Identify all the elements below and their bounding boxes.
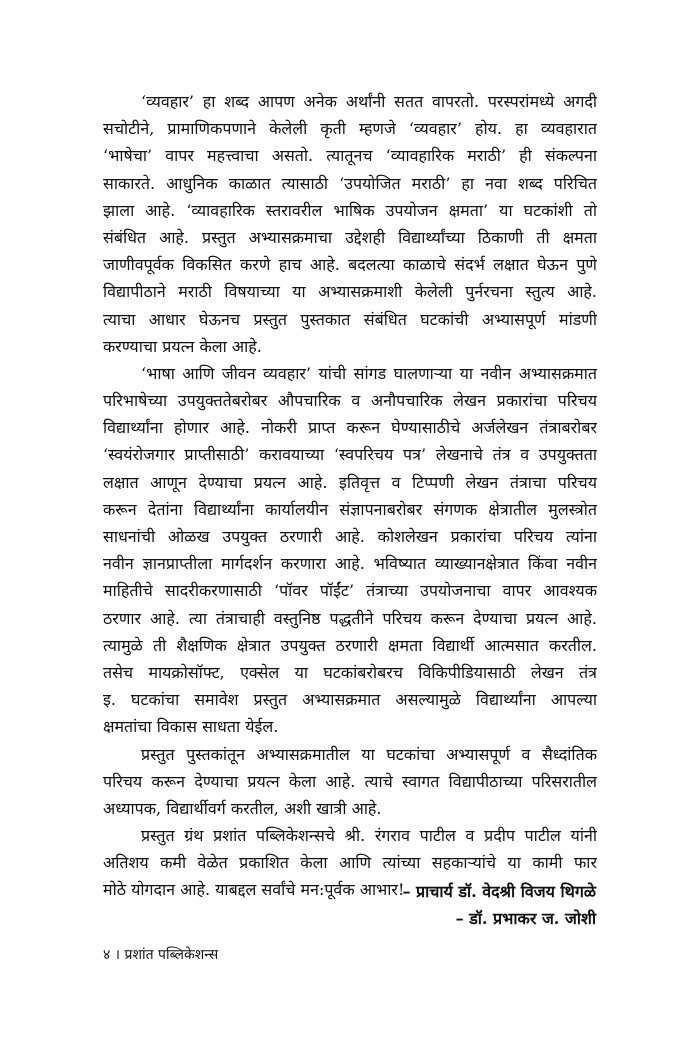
text-line: संबंधित आहे. प्रस्तुत अभ्यासक्रमाचा उद्देशही विद्यार्थ्यांच्या ठिकाणी ती क्षमता: [103, 227, 597, 247]
signature-joshi: – डॉ. प्रभाकर ज. जोशी: [455, 909, 596, 928]
paragraph-2: [103, 360, 597, 741]
text-line: अतिशय कमी वेळेत प्रकाशित केला आणि त्यांच्या सहकाऱ्यांचे या कामी फार: [103, 853, 597, 873]
text-line: ‘स्वयंरोजगार प्राप्तीसाठी’ करावयाच्या ‘स्वपरिचय पत्र’ लेखनाचे तंत्र व उपयुक्तता: [103, 445, 597, 465]
page-footer: [103, 945, 218, 965]
paragraph-3: [103, 741, 597, 823]
text-line: मोठे योगदान आहे. याबद्दल सर्वांचे मन:पूर्वक आभार!: [103, 880, 405, 900]
text-line: प्रस्तुत ग्रंथ प्रशांत पब्लिकेशन्सचे श्री. रंगराव पाटील व प्रदीप पाटील यांनी: [141, 826, 597, 846]
text-line: त्यामुळे ती शैक्षणिक क्षेत्रात उपयुक्त ठरणारी क्षमता विद्यार्थी आत्मसात करतील.: [103, 635, 597, 655]
text-line: अध्यापक, विद्यार्थीवर्ग करतील, अशी खात्री आहे.: [103, 798, 382, 818]
text-line: ‘भाषा आणि जीवन व्यवहार’ यांची सांगड घालणाऱ्या या नवीन अभ्यासक्रमात: [141, 363, 597, 383]
text-line: त्याचा आधार घेऊनच प्रस्तुत पुस्तकात संबंधित घटकांची अभ्यासपूर्ण मांडणी: [103, 309, 597, 329]
text-line: क्षमतांचा विकास साधता येईल.: [103, 717, 279, 737]
publisher-name: प्रशांत पब्लिकेशन्स: [124, 947, 219, 963]
text-line: करून देतांना विद्यार्थ्यांना कार्यालयीन संज्ञापनाबरोबर संगणक क्षेत्रातील मुलस्त्रोत: [103, 499, 597, 519]
text-line: इ. घटकांचा समावेश प्रस्तुत अभ्यासक्रमात असल्यामुळे विद्यार्थ्यांना आपल्या: [103, 690, 597, 710]
preface-body: [103, 88, 597, 904]
signature-block: [402, 878, 596, 932]
text-line: साधनांची ओळख उपयुक्त ठरणारी आहे. कोशलेखन प्रकारांचा परिचय त्यांना: [103, 527, 597, 546]
text-line: नवीन ज्ञानप्राप्तीला मार्गदर्शन करणारा आहे. भविष्यात व्याख्यानक्षेत्रात किंवा नवीन: [103, 554, 597, 574]
signature-principal: – प्राचार्य डॉ. वेदश्री विजय थिगळे: [402, 882, 596, 901]
text-line: परिभाषेच्या उपयुक्ततेबरोबर औपचारिक व अनौपचारिक लेखन प्रकारांचा परिचय: [103, 391, 597, 411]
text-line: विद्यार्थ्यांना होणार आहे. नोकरी प्राप्त करून घेण्यासाठीचे अर्जलेखन तंत्राबरोबर: [103, 418, 597, 438]
text-line: ठरणार आहे. त्या तंत्राचाही वस्तुनिष्ठ पद्धतीने परिचय करून देण्याचा प्रयत्न आहे.: [103, 608, 597, 628]
text-line: प्रस्तुत पुस्तकांतून अभ्यासक्रमातील या घटकांचा अभ्यासपूर्ण व सैध्दांतिक: [141, 744, 597, 764]
text-line: ‘व्यवहार’ हा शब्द आपण अनेक अर्थांनी सतत वापरतो. परस्परांमध्ये अगदी: [141, 92, 597, 111]
text-line: करण्याचा प्रयत्न केला आहे.: [103, 336, 262, 356]
text-line: साकारते. आधुनिक काळात त्यासाठी ‘उपयोजित मराठी’ हा नवा शब्द परिचित: [103, 173, 597, 193]
text-line: विद्यापीठाने मराठी विषयाच्या या अभ्यासक्रमाशी केलेली पुर्नरचना स्तुत्य आहे.: [103, 282, 597, 302]
text-line: सचोटीने, प्रामाणिकपणाने केलेली कृती म्हणजे ‘व्यवहार’ होय. हा व्यवहारात: [103, 119, 597, 139]
text-line: झाला आहे. ‘व्यावहारिक स्तरावरील भाषिक उपयोजन क्षमता’ या घटकांशी तो: [103, 200, 597, 220]
text-line: तसेच मायक्रोसॉफ्ट, एक्सेल या घटकांबरोबरच विकिपीडियासाठी लेखन तंत्र: [103, 662, 597, 682]
text-line: परिचय करून देण्याचा प्रयत्न केला आहे. त्याचे स्वागत विद्यापीठाच्या परिसरातील: [103, 771, 597, 791]
page-number: ४: [103, 947, 111, 963]
text-line: लक्षात आणून देण्याचा प्रयत्न आहे. इतिवृत्त व टिप्पणी लेखन तंत्राचा परिचय: [103, 472, 597, 492]
text-line: ‘भाषेचा’ वापर महत्त्वाचा असतो. त्यातूनच ‘व्यावहारिक मराठी’ ही संकल्पना: [103, 146, 597, 166]
paragraph-1: [103, 88, 597, 360]
footer-separator: ।: [114, 947, 121, 963]
text-line: माहितीचे सादरीकरणासाठी ‘पॉवर पॉईंट’ तंत्राच्या उपयोजनाचा वापर आवश्यक: [103, 581, 597, 601]
text-line: जाणीवपूर्वक विकसित करणे हाच आहे. बदलत्या काळाचे संदर्भ लक्षात घेऊन पुणे: [103, 255, 597, 275]
